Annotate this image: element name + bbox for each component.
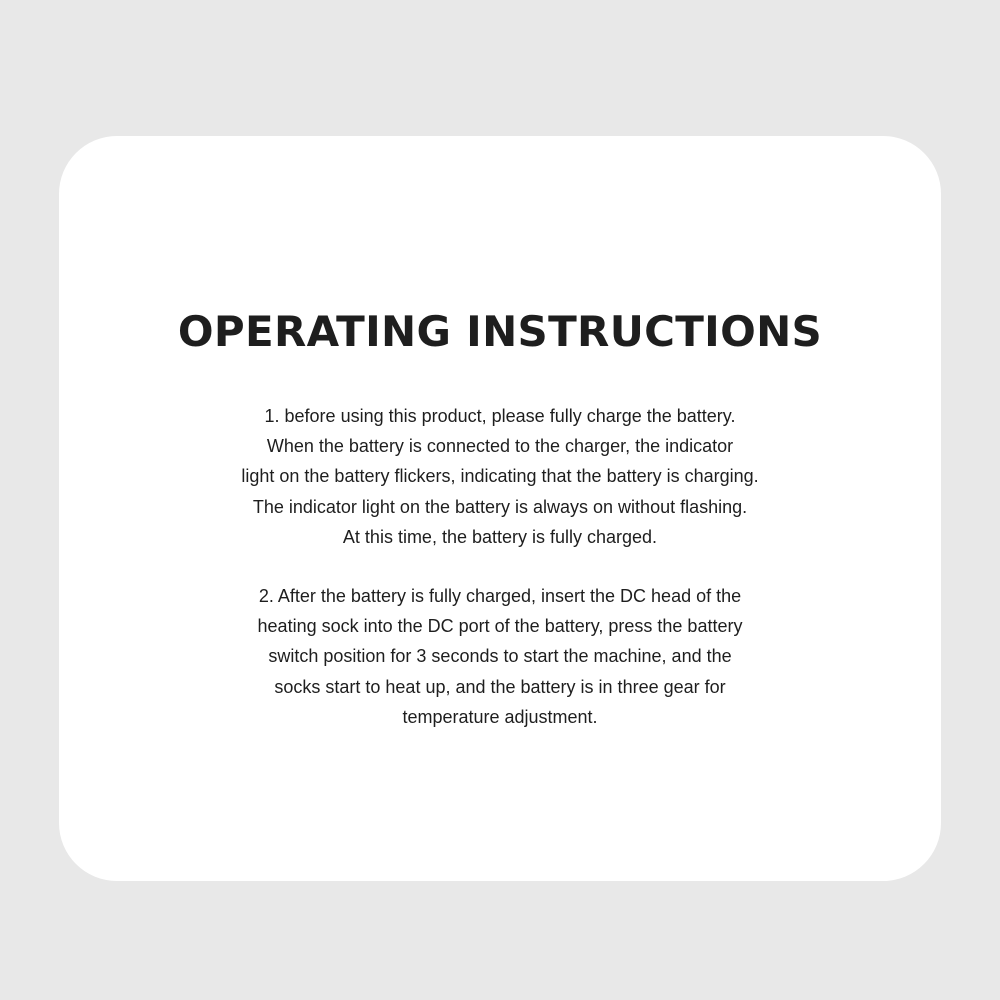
instruction-step-1 — [60, 401, 940, 552]
instruction-line: When the battery is connected to the charger, the indicator — [266, 436, 734, 457]
page-title: OPERATING INSTRUCTIONS — [177, 307, 823, 356]
instruction-line: light on the battery flickers, indicating that the battery is charging. — [241, 466, 759, 487]
instruction-line: 2. After the battery is fully charged, insert the DC head of the — [258, 586, 742, 606]
instruction-step-2 — [60, 581, 940, 732]
instruction-line: socks start to heat up, and the battery is in three gear for — [274, 676, 726, 697]
instruction-line: temperature adjustment. — [402, 706, 598, 727]
instruction-line: The indicator light on the battery is always on without flashing. — [252, 496, 748, 517]
instruction-line: At this time, the battery is fully charged. — [342, 526, 658, 547]
instruction-line: switch position for 3 seconds to start the machine, and the — [268, 646, 732, 667]
instruction-line: 1. before using this product, please fully charge the battery. — [264, 406, 736, 426]
instruction-line: heating sock into the DC port of the battery, press the battery — [257, 616, 743, 637]
